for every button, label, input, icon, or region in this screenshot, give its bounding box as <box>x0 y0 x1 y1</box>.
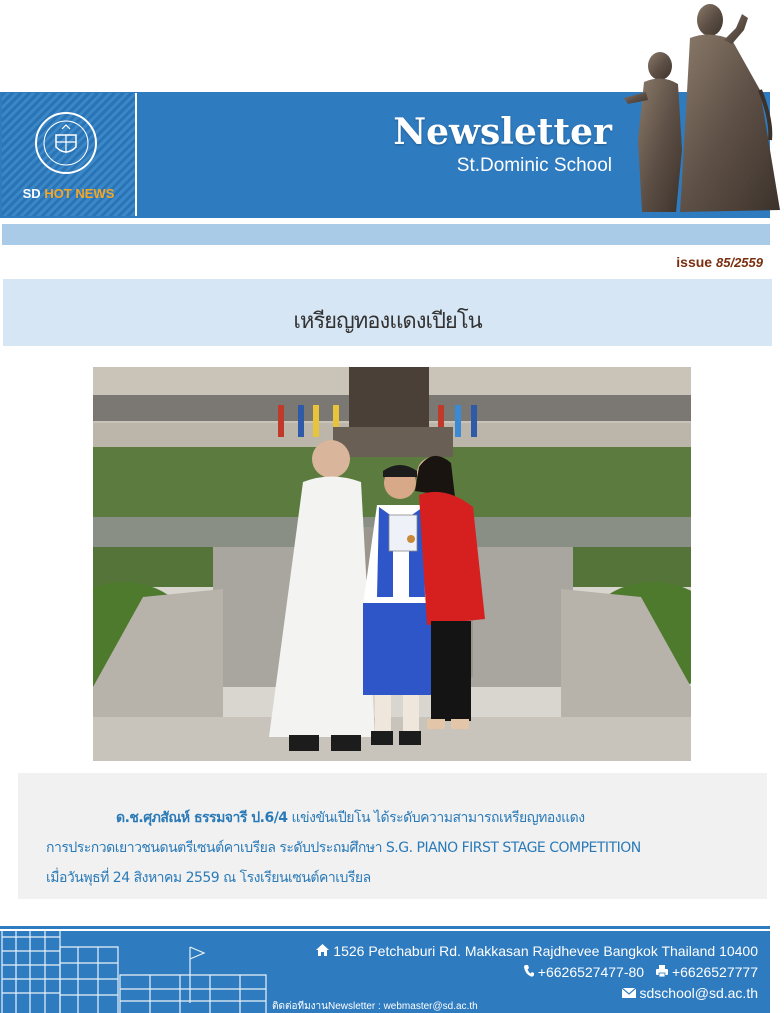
school-building-illustration <box>0 931 270 1013</box>
logo-box <box>2 93 137 216</box>
logo-label <box>2 186 135 201</box>
footer-phone: +6626527477-80 <box>537 964 645 980</box>
statue-illustration <box>620 0 784 218</box>
footer-fax: +6626527777 <box>671 964 758 980</box>
footer-address-row <box>316 941 758 962</box>
issue-value: 85/2559 <box>716 255 763 270</box>
envelope-icon <box>622 983 636 1004</box>
caption-line-1-rest: แข่งขันเปียโน ได้ระดับความสามารถเหรียญทองแดง <box>287 810 585 826</box>
school-name: St.Dominic School <box>456 155 612 176</box>
footer-newsletter-contact[interactable]: ติดต่อทีมงานNewsletter : webmaster@sd.ac.th <box>272 1001 478 1012</box>
footer <box>0 931 770 1013</box>
caption-line-2: การประกวดเยาวชนดนตรีเซนต์คาเบรียล ระดับประถมศึกษา S.G. PIANO FIRST STAGE COMPETITION <box>46 840 641 856</box>
fax-icon <box>656 962 668 983</box>
footer-contact-info <box>316 941 758 1004</box>
footer-phone-row <box>316 962 758 983</box>
footer-email[interactable]: sdschool@sd.ac.th <box>639 985 758 1001</box>
title-block <box>393 112 612 178</box>
home-icon <box>316 941 329 962</box>
issue-label: issue <box>676 254 713 270</box>
newsletter-title: Newsletter <box>393 111 612 153</box>
caption-line-1 <box>46 803 746 833</box>
issue-number <box>676 254 763 270</box>
caption-text <box>46 803 746 893</box>
school-emblem-icon <box>34 111 98 175</box>
footer-address: 1526 Petchaburi Rd. Makkasan Rajdhevee Bangkok Thailand 10400 <box>333 943 758 959</box>
caption-box <box>18 773 767 899</box>
logo-label-hot: HOT NEWS <box>44 186 115 201</box>
logo-label-prefix: SD <box>22 186 41 201</box>
news-photo <box>93 367 691 761</box>
headline-box <box>3 279 772 346</box>
student-name: ด.ช.ศุภสัณห์ ธรรมจารี ป.6/4 <box>116 810 288 826</box>
footer-top-line <box>0 926 770 929</box>
caption-line-3: เมื่อวันพุธที่ 24 สิงหาคม 2559 ณ โรงเรียนเซนต์คาเบรียล <box>46 870 371 886</box>
phone-icon <box>524 962 534 983</box>
header-light-bar <box>2 224 770 245</box>
headline: เหรียญทองแดงเปียโน <box>293 309 482 334</box>
